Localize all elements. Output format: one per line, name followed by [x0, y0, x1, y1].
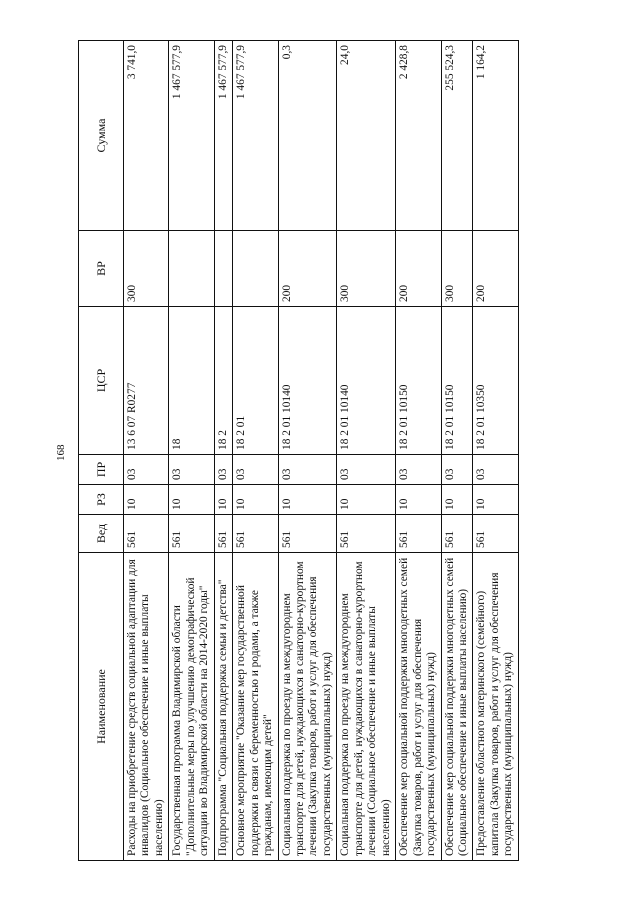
header-rz: РЗ [79, 485, 124, 515]
cell-sum: 1 467 577,9 [214, 41, 232, 231]
cell-rz: 10 [473, 485, 518, 515]
cell-name: Обеспечение мер социальной поддержки многодетных семей (Закупка товаров, работ и услуг для обеспечения государственных (муниципальных) нужд) [396, 553, 441, 861]
table-row [169, 41, 214, 861]
cell-vr: 200 [473, 231, 518, 307]
cell-sum: 1 467 577,9 [169, 41, 214, 231]
cell-rz: 10 [396, 485, 441, 515]
cell-csr: 18 2 01 10150 [441, 307, 473, 455]
cell-vr [169, 231, 214, 307]
table-row [124, 41, 169, 861]
cell-rz: 10 [337, 485, 396, 515]
header-name: Наименование [79, 553, 124, 861]
cell-ved: 561 [337, 515, 396, 553]
header-sum: Сумма [79, 41, 124, 231]
cell-name: Подпрограмма "Социальная поддержка семьи и детства" [214, 553, 232, 861]
cell-csr: 18 [169, 307, 214, 455]
cell-pr: 03 [214, 455, 232, 485]
cell-pr: 03 [337, 455, 396, 485]
cell-sum: 255 524,3 [441, 41, 473, 231]
cell-name: Социальная поддержка по проезду на междугороднем транспорте для детей, нуждающихся в санаторно-курортном лечении (Закупка товаров, работ и услуг для обеспечения государственных (муниципальных) нужд) [278, 553, 337, 861]
cell-sum: 1 467 577,9 [233, 41, 278, 231]
cell-rz: 10 [233, 485, 278, 515]
cell-rz: 10 [214, 485, 232, 515]
cell-rz: 10 [169, 485, 214, 515]
cell-sum: 2 428,8 [396, 41, 441, 231]
cell-name: Основное мероприятие "Оказание мер государственной поддержки в связи с беременностью и родами, а также гражданам, имеющим детей" [233, 553, 278, 861]
table-row [396, 41, 441, 861]
cell-pr: 03 [396, 455, 441, 485]
cell-sum: 3 741,0 [124, 41, 169, 231]
cell-ved: 561 [441, 515, 473, 553]
cell-ved: 561 [473, 515, 518, 553]
cell-ved: 561 [278, 515, 337, 553]
cell-name: Расходы на приобретение средств социальной адаптации для инвалидов (Социальное обеспечение и иные выплаты населению) [124, 553, 169, 861]
budget-table [78, 40, 519, 861]
cell-ved: 561 [124, 515, 169, 553]
cell-vr: 200 [278, 231, 337, 307]
cell-ved: 561 [233, 515, 278, 553]
table-row [441, 41, 473, 861]
cell-vr: 300 [124, 231, 169, 307]
header-vr: ВР [79, 231, 124, 307]
cell-ved: 561 [169, 515, 214, 553]
cell-pr: 03 [278, 455, 337, 485]
cell-sum: 24,0 [337, 41, 396, 231]
cell-pr: 03 [441, 455, 473, 485]
table-row [278, 41, 337, 861]
cell-rz: 10 [124, 485, 169, 515]
cell-vr [233, 231, 278, 307]
page-number: 168 [55, 444, 67, 462]
cell-vr: 200 [396, 231, 441, 307]
table-row [473, 41, 518, 861]
cell-name: Обеспечение мер социальной поддержки многодетных семей (Социальное обеспечение и иные выплаты населению) [441, 553, 473, 861]
cell-pr: 03 [473, 455, 518, 485]
table-row [233, 41, 278, 861]
cell-csr: 18 2 01 10350 [473, 307, 518, 455]
cell-vr: 300 [441, 231, 473, 307]
cell-rz: 10 [441, 485, 473, 515]
cell-pr: 03 [124, 455, 169, 485]
cell-ved: 561 [214, 515, 232, 553]
cell-csr: 18 2 01 10150 [396, 307, 441, 455]
cell-csr: 13 6 07 R0277 [124, 307, 169, 455]
table-row [214, 41, 232, 861]
header-pr: ПР [79, 455, 124, 485]
cell-pr: 03 [233, 455, 278, 485]
cell-name: Предоставление областного материнского (семейного) капитала (Закупка товаров, работ и услуг для обеспечения государственных (муниципальных) нужд) [473, 553, 518, 861]
cell-csr: 18 2 01 10140 [278, 307, 337, 455]
rotated-table-container [78, 41, 598, 861]
header-ved: Вед [79, 515, 124, 553]
cell-sum: 0,3 [278, 41, 337, 231]
cell-csr: 18 2 01 [233, 307, 278, 455]
cell-pr: 03 [169, 455, 214, 485]
table-header-row [79, 41, 124, 861]
cell-ved: 561 [396, 515, 441, 553]
table-row [337, 41, 396, 861]
cell-vr [214, 231, 232, 307]
cell-rz: 10 [278, 485, 337, 515]
cell-csr: 18 2 01 10140 [337, 307, 396, 455]
cell-name: Социальная поддержка по проезду на междугороднем транспорте для детей, нуждающихся в санаторно-курортном лечении (Социальное обеспечение и иные выплаты населению) [337, 553, 396, 861]
cell-sum: 1 164,2 [473, 41, 518, 231]
cell-name: Государственная программа Владимирской области "Дополнительные меры по улучшению демографической ситуации во Владимирской области на 2014-2020 годы" [169, 553, 214, 861]
header-csr: ЦСР [79, 307, 124, 455]
cell-csr: 18 2 [214, 307, 232, 455]
cell-vr: 300 [337, 231, 396, 307]
